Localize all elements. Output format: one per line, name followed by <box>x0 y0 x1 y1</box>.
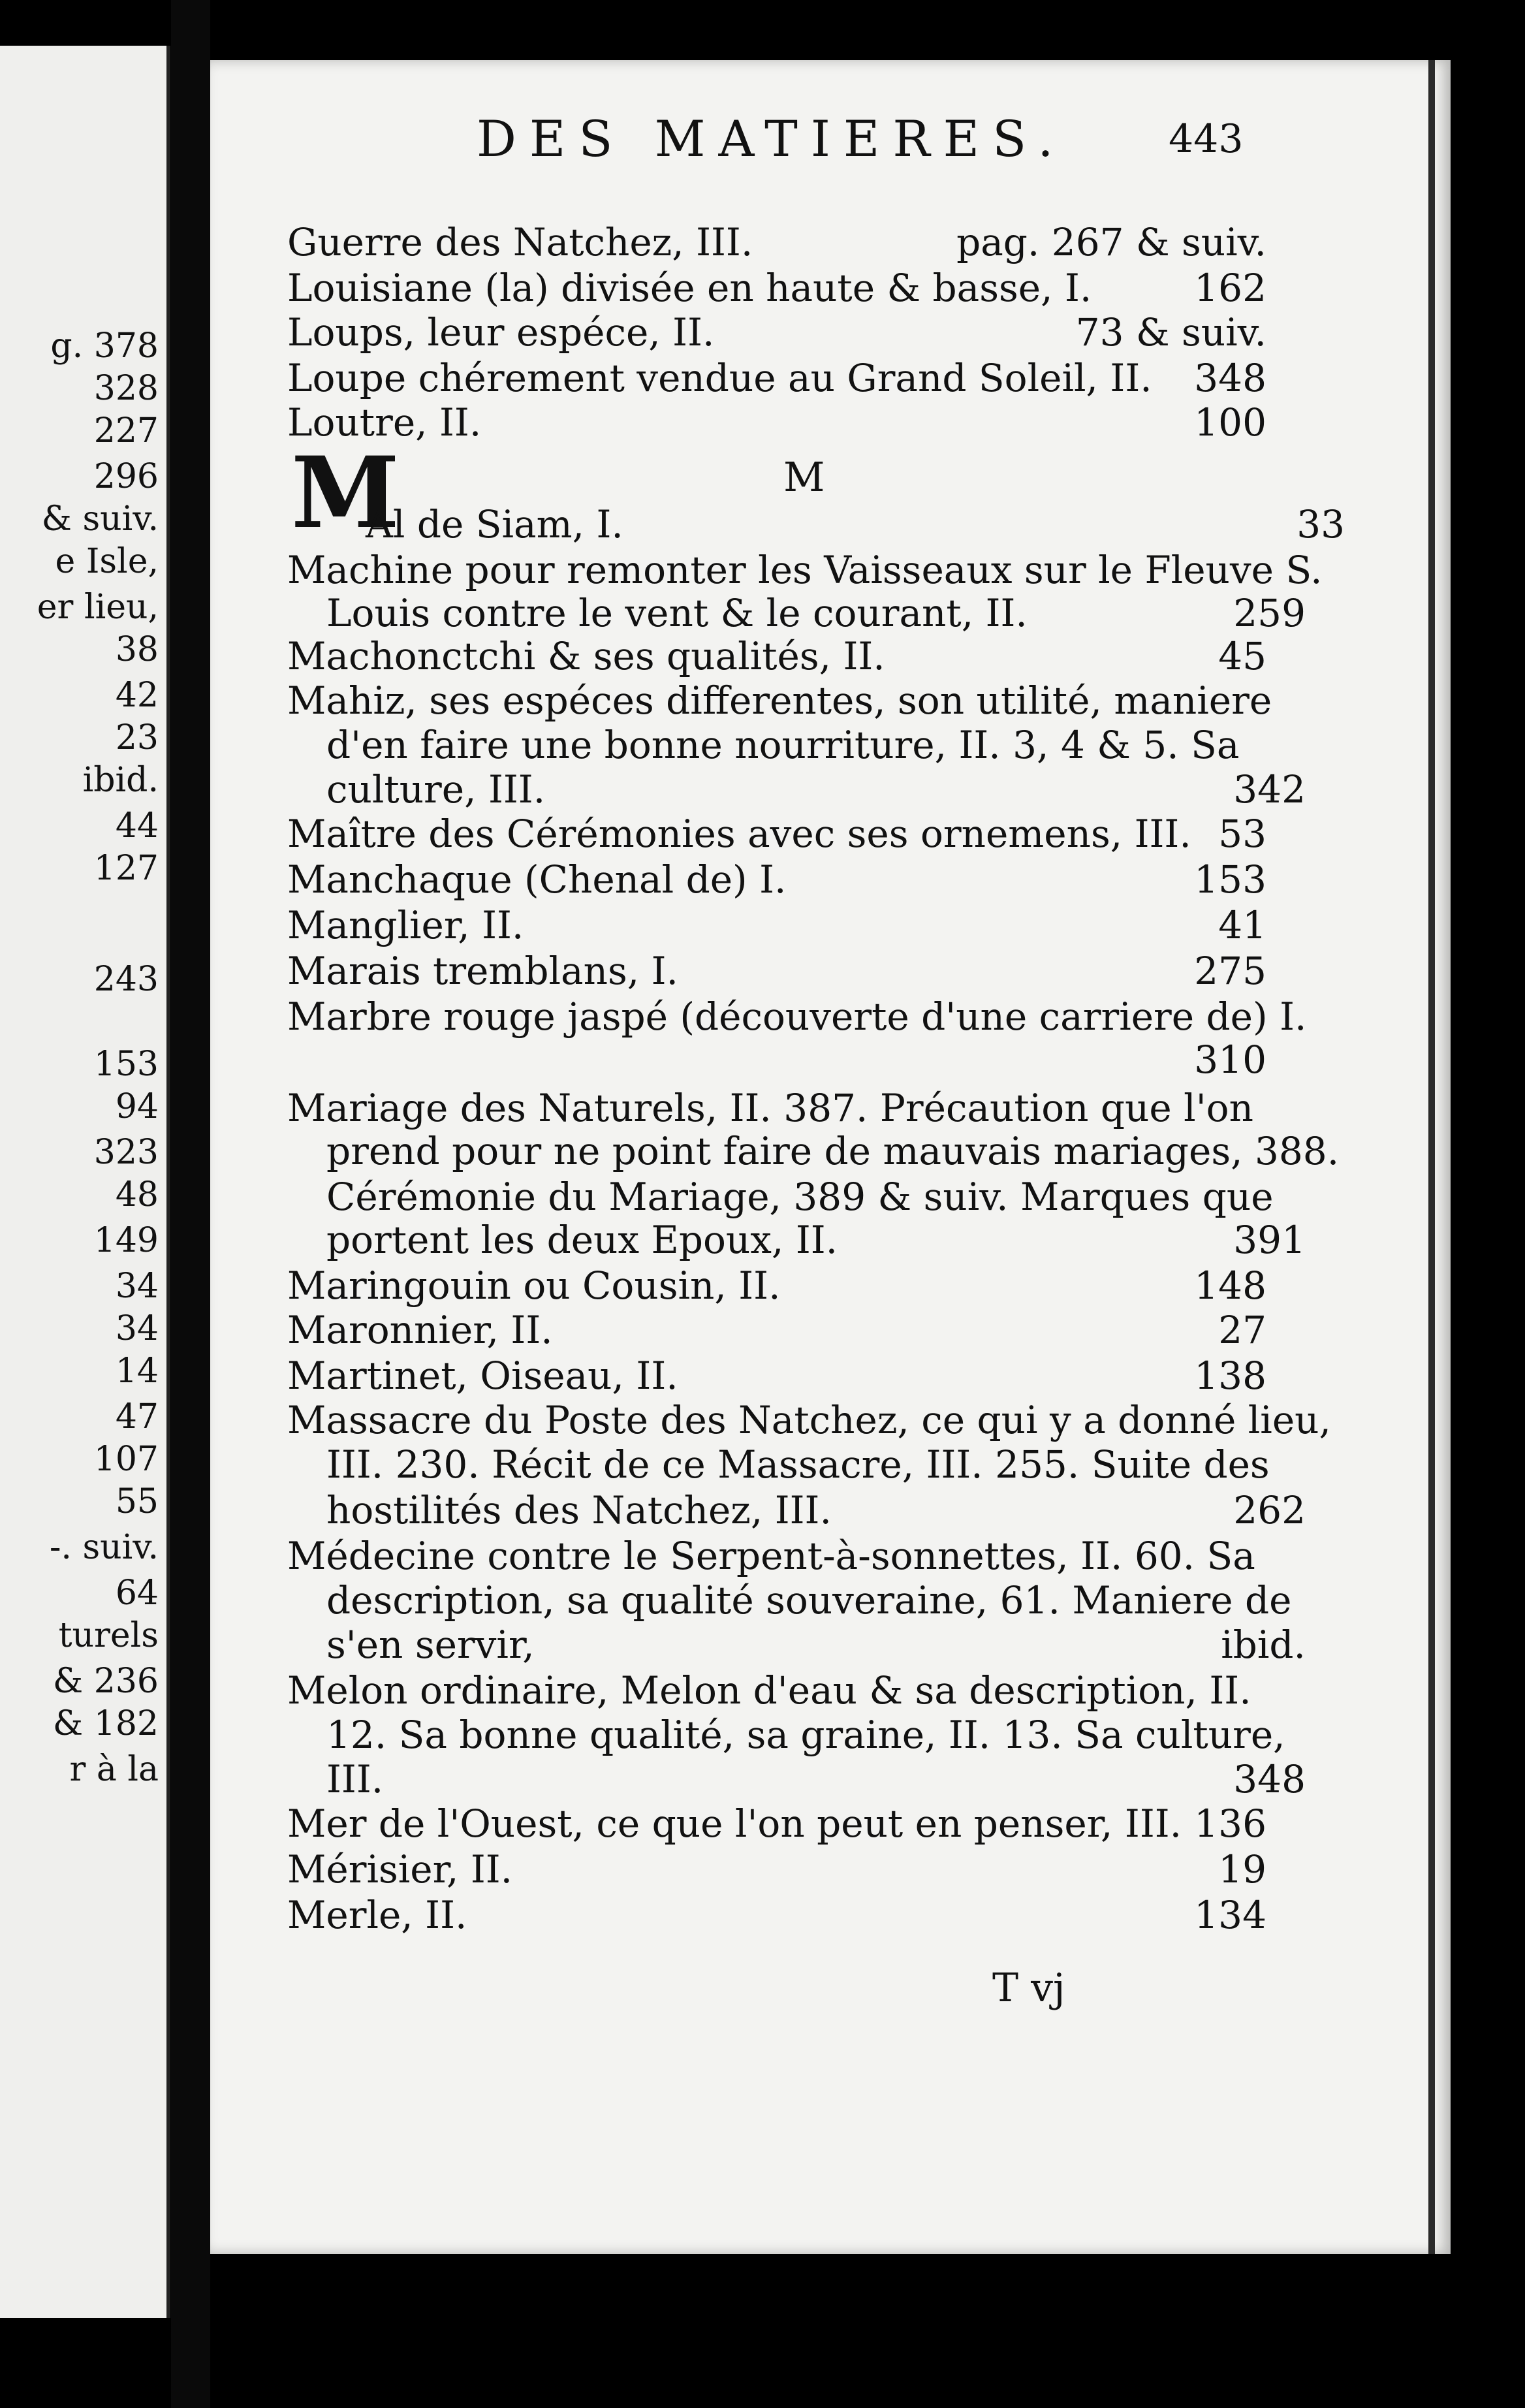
index-entry <box>366 503 1345 546</box>
index-entry <box>287 1086 1266 1130</box>
entry-page-ref: 310 <box>1194 1038 1266 1082</box>
entry-page-ref: 275 <box>1194 949 1266 993</box>
index-entry <box>287 1669 1266 1712</box>
facing-page-line: e Isle, <box>55 542 159 581</box>
index-entry <box>326 1623 1306 1666</box>
index-entry <box>287 1848 1266 1891</box>
index-entry <box>326 1175 1306 1218</box>
index-entry <box>287 548 1323 592</box>
entry-text: prend pour ne point faire de mauvais mariages, 388. <box>326 1129 1340 1173</box>
facing-page <box>0 46 170 2318</box>
facing-page-line: 48 <box>115 1175 159 1214</box>
entry-text: Maronnier, II. <box>287 1308 553 1352</box>
entry-text: 12. Sa bonne qualité, sa graine, II. 13. Sa culture, <box>326 1713 1285 1757</box>
index-entry <box>287 1354 1266 1397</box>
entry-page-ref: 138 <box>1194 1354 1266 1398</box>
index-entry <box>326 1489 1306 1532</box>
index-entry <box>287 356 1266 400</box>
facing-page-line: 55 <box>115 1482 159 1521</box>
entry-text: Machonctchi & ses qualités, II. <box>287 634 885 678</box>
facing-page-line: er lieu, <box>37 588 159 627</box>
entry-text: III. <box>326 1757 384 1801</box>
facing-page-line: 243 <box>93 960 159 999</box>
index-entry <box>287 1264 1266 1307</box>
entry-text: Marais tremblans, I. <box>287 949 678 993</box>
entry-text: Maringouin ou Cousin, II. <box>287 1263 781 1308</box>
entry-page-ref: 262 <box>1233 1488 1306 1532</box>
index-entry <box>287 994 1307 1039</box>
entry-page-ref: ibid. <box>1221 1623 1306 1667</box>
facing-page-line: 296 <box>93 457 159 496</box>
facing-page-line: g. 378 <box>50 326 159 366</box>
index-entry <box>287 1534 1266 1577</box>
facing-page-line: 34 <box>115 1309 159 1348</box>
entry-text: Mérisier, II. <box>287 1847 513 1892</box>
entry-text: Guerre des Natchez, III. <box>287 220 753 264</box>
entry-page-ref: 391 <box>1233 1218 1306 1262</box>
entry-page-ref: 259 <box>1233 591 1306 635</box>
index-entry <box>287 1308 1266 1352</box>
index-entry <box>287 1398 1331 1442</box>
facing-page-line: 149 <box>93 1221 159 1260</box>
entry-text: Louisiane (la) divisée en haute & basse, I. <box>287 266 1092 310</box>
section-letter: M <box>783 453 825 501</box>
entry-text: Mer de l'Ouest, ce que l'on peut en penser, III. <box>287 1801 1182 1846</box>
facing-page-line: & 182 <box>52 1704 159 1743</box>
signature-mark: T vj <box>992 1965 1065 2011</box>
index-entry <box>287 311 1266 354</box>
entry-page-ref: 45 <box>1218 634 1266 678</box>
index-entry <box>287 949 1266 992</box>
entry-page-ref: 100 <box>1194 400 1266 445</box>
index-entry <box>287 266 1266 309</box>
entry-text: Loutre, II. <box>287 400 482 445</box>
facing-page-line: 107 <box>93 1440 159 1479</box>
entry-text: Al de Siam, I. <box>366 502 623 547</box>
entry-text: Loupe chérement vendue au Grand Soleil, II. <box>287 356 1152 400</box>
facing-page-line: 34 <box>115 1267 159 1306</box>
index-entry <box>287 401 1266 444</box>
page-edge <box>1428 60 1435 2254</box>
entry-text: Martinet, Oiseau, II. <box>287 1354 678 1398</box>
index-entry <box>326 1579 1306 1622</box>
index-entry <box>326 1713 1306 1756</box>
entry-page-ref: 153 <box>1194 857 1266 902</box>
entry-page-ref: 73 & suiv. <box>1075 310 1266 355</box>
index-entry <box>326 1443 1306 1486</box>
entry-text: description, sa qualité souveraine, 61. Maniere de <box>326 1578 1292 1623</box>
page-number: 443 <box>1169 116 1244 162</box>
facing-page-line: 153 <box>93 1045 159 1084</box>
entry-text: Marbre rouge jaspé (découverte d'une carriere de) I. <box>287 994 1307 1039</box>
entry-page-ref: 162 <box>1194 266 1266 310</box>
facing-page-line: 94 <box>115 1087 159 1126</box>
facing-page-line: 23 <box>115 718 159 757</box>
entry-text: Massacre du Poste des Natchez, ce qui y a donné lieu, <box>287 1398 1331 1442</box>
index-entry <box>287 1802 1266 1845</box>
entry-text: d'en faire une bonne nourriture, II. 3, 4 & 5. Sa <box>326 723 1240 767</box>
facing-page-line: r à la <box>69 1750 159 1789</box>
facing-page-line: 38 <box>115 630 159 669</box>
facing-page-line: 64 <box>115 1574 159 1613</box>
entry-page-ref: 19 <box>1218 1847 1266 1892</box>
entry-text: Manchaque (Chenal de) I. <box>287 857 787 902</box>
index-entry <box>326 1758 1306 1801</box>
index-entry <box>287 904 1266 947</box>
facing-page-line: & 236 <box>52 1662 159 1701</box>
entry-text: Médecine contre le Serpent-à-sonnettes, II. 60. Sa <box>287 1534 1255 1578</box>
entry-page-ref: 148 <box>1194 1263 1266 1308</box>
entry-text: III. 230. Récit de ce Massacre, III. 255. Suite des <box>326 1442 1270 1487</box>
index-entry <box>287 635 1266 678</box>
entry-page-ref: 41 <box>1218 903 1266 947</box>
entry-text: Louis contre le vent & le courant, II. <box>326 591 1028 635</box>
entry-page-ref: 134 <box>1194 1893 1266 1937</box>
index-entry <box>326 1129 1340 1173</box>
entry-page-ref: 342 <box>1233 767 1306 812</box>
facing-page-line: 127 <box>93 849 159 888</box>
facing-page-line: 328 <box>93 369 159 408</box>
entry-text: Mahiz, ses espéces differentes, son utilité, maniere <box>287 678 1272 723</box>
facing-page-line: 14 <box>115 1352 159 1391</box>
entry-page-ref: 136 <box>1194 1801 1266 1846</box>
entry-page-ref: 27 <box>1218 1308 1266 1352</box>
entry-text: Loups, leur espéce, II. <box>287 310 715 355</box>
entry-page-ref: 348 <box>1233 1757 1306 1801</box>
facing-page-line: 42 <box>115 676 159 715</box>
entry-text: Machine pour remonter les Vaisseaux sur le Fleuve S. <box>287 548 1323 592</box>
facing-page-line: & suiv. <box>41 499 159 539</box>
facing-page-line: 227 <box>93 411 159 451</box>
index-entry <box>326 1218 1306 1261</box>
index-entry <box>326 768 1306 811</box>
entry-text: Maître des Cérémonies avec ses ornemens, III. <box>287 812 1191 856</box>
entry-text: Melon ordinaire, Melon d'eau & sa description, II. <box>287 1668 1251 1713</box>
entry-page-ref: 53 <box>1218 812 1266 856</box>
entry-page-ref: 348 <box>1194 356 1266 400</box>
book-gutter <box>171 0 210 2408</box>
facing-page-line: turels <box>58 1616 159 1655</box>
entry-page-ref: pag. 267 & suiv. <box>956 220 1266 264</box>
facing-page-line: 47 <box>115 1397 159 1436</box>
entry-page-ref: 33 <box>1297 502 1345 547</box>
facing-page-line: 44 <box>115 806 159 846</box>
entry-text: hostilités des Natchez, III. <box>326 1488 832 1532</box>
entry-text: Manglier, II. <box>287 903 524 947</box>
facing-page-line: -. suiv. <box>49 1528 159 1567</box>
entry-text: culture, III. <box>326 767 546 812</box>
running-header: DES MATIERES. <box>477 110 1067 168</box>
entry-text: Mariage des Naturels, II. 387. Précaution que l'on <box>287 1086 1253 1130</box>
entry-text: portent les deux Epoux, II. <box>326 1218 838 1262</box>
index-entry <box>287 1893 1266 1937</box>
facing-page-line: ibid. <box>82 761 159 800</box>
entry-text: s'en servir, <box>326 1623 535 1667</box>
entry-text: Cérémonie du Mariage, 389 & suiv. Marques que <box>326 1175 1274 1219</box>
drop-cap: M <box>291 436 400 550</box>
index-entry <box>287 812 1266 855</box>
entry-text: Merle, II. <box>287 1893 467 1937</box>
index-entry <box>326 592 1306 635</box>
index-entry <box>287 678 1272 723</box>
index-entry <box>287 858 1266 901</box>
index-entry <box>326 723 1306 767</box>
index-entry <box>287 221 1266 264</box>
facing-page-line: 323 <box>93 1133 159 1172</box>
